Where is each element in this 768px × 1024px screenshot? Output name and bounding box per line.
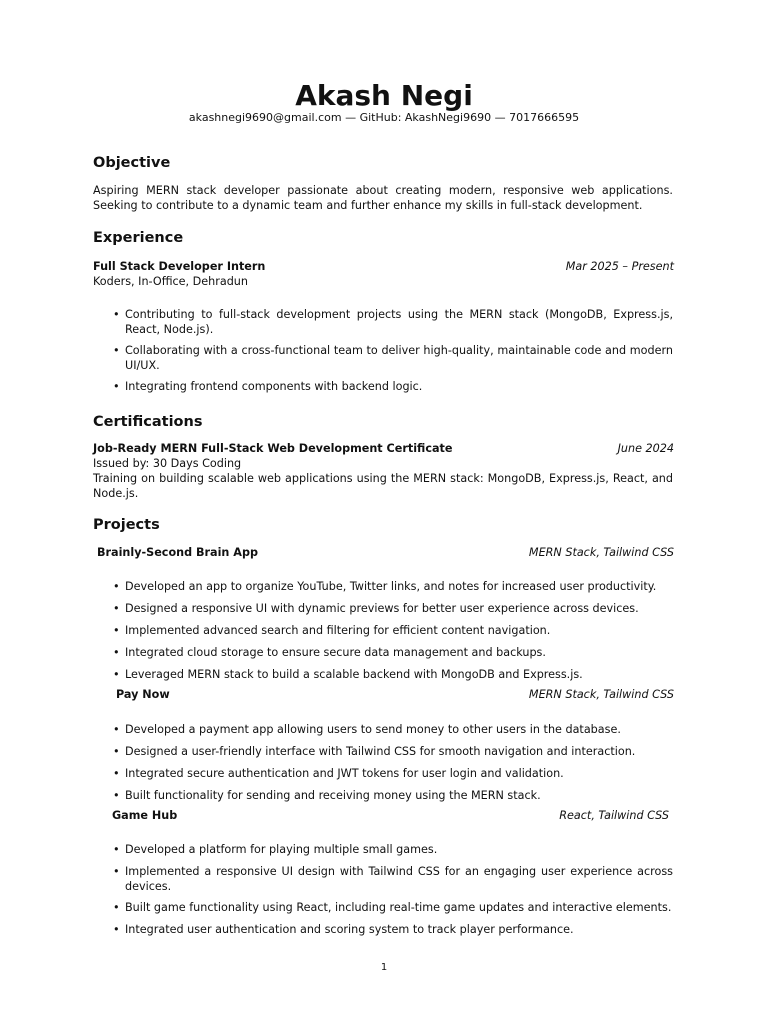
certifications-heading: Certifications	[93, 414, 203, 430]
list-item: • Integrated user authentication and scoring system to track player performance.	[113, 923, 574, 936]
experience-date: Mar 2025 – Present	[565, 260, 674, 273]
contact-line: akashnegi9690@gmail.com — GitHub: AkashNegi9690 — 7017666595	[188, 111, 580, 124]
list-item: • Integrated secure authentication and JWT tokens for user login and validation.	[113, 767, 564, 780]
objective-text: Aspiring MERN stack developer passionate about creating modern, responsive web applications. Seeking to contribute to a dynamic team and further enhance my skills in full-stack development.	[93, 184, 673, 212]
list-item: • Developed a payment app allowing users to send money to other users in the database.	[113, 723, 621, 736]
list-item: • Implemented a responsive UI design with Tailwind CSS for an engaging user experience across devices.	[113, 865, 673, 893]
project-title: Brainly-Second Brain App	[97, 546, 258, 559]
list-item: • Built game functionality using React, including real-time game updates and interactive elements.	[113, 901, 672, 914]
experience-org: Koders, In-Office, Dehradun	[93, 275, 248, 288]
certificate-date: June 2024	[617, 442, 674, 455]
list-item: • Built functionality for sending and receiving money using the MERN stack.	[113, 789, 541, 802]
projects-heading: Projects	[93, 517, 160, 533]
list-item: • Developed a platform for playing multiple small games.	[113, 843, 438, 856]
candidate-name: Akash Negi	[295, 79, 473, 112]
project-tech: React, Tailwind CSS	[559, 809, 669, 822]
list-item: • Collaborating with a cross-functional team to deliver high-quality, maintainable code and modern UI/UX.	[113, 344, 673, 372]
certificate-issuer: Issued by: 30 Days Coding	[93, 457, 242, 470]
certificate-title: Job-Ready MERN Full-Stack Web Development Certificate	[93, 442, 453, 455]
project-title: Game Hub	[112, 809, 178, 822]
list-item: • Implemented advanced search and filtering for efficient content navigation.	[113, 624, 551, 637]
experience-title: Full Stack Developer Intern	[93, 260, 266, 273]
list-item: • Integrated cloud storage to ensure secure data management and backups.	[113, 646, 546, 659]
objective-heading: Objective	[93, 155, 171, 171]
experience-heading: Experience	[93, 230, 184, 246]
list-item: • Contributing to full-stack development projects using the MERN stack (MongoDB, Express.js, React, Node.js).	[113, 308, 673, 336]
certificate-description: Training on building scalable web applications using the MERN stack: MongoDB, Express.js, React, and Node.js.	[93, 472, 673, 500]
project-title: Pay Now	[116, 688, 170, 701]
list-item: • Integrating frontend components with backend logic.	[113, 380, 423, 393]
page-number: 1	[380, 962, 388, 973]
list-item: • Leveraged MERN stack to build a scalable backend with MongoDB and Express.js.	[113, 668, 583, 681]
list-item: • Developed an app to organize YouTube, Twitter links, and notes for increased user productivity.	[113, 580, 657, 593]
list-item: • Designed a responsive UI with dynamic previews for better user experience across devices.	[113, 602, 639, 615]
list-item: • Designed a user-friendly interface with Tailwind CSS for smooth navigation and interaction.	[113, 745, 636, 758]
project-tech: MERN Stack, Tailwind CSS	[528, 688, 674, 701]
project-tech: MERN Stack, Tailwind CSS	[528, 546, 674, 559]
